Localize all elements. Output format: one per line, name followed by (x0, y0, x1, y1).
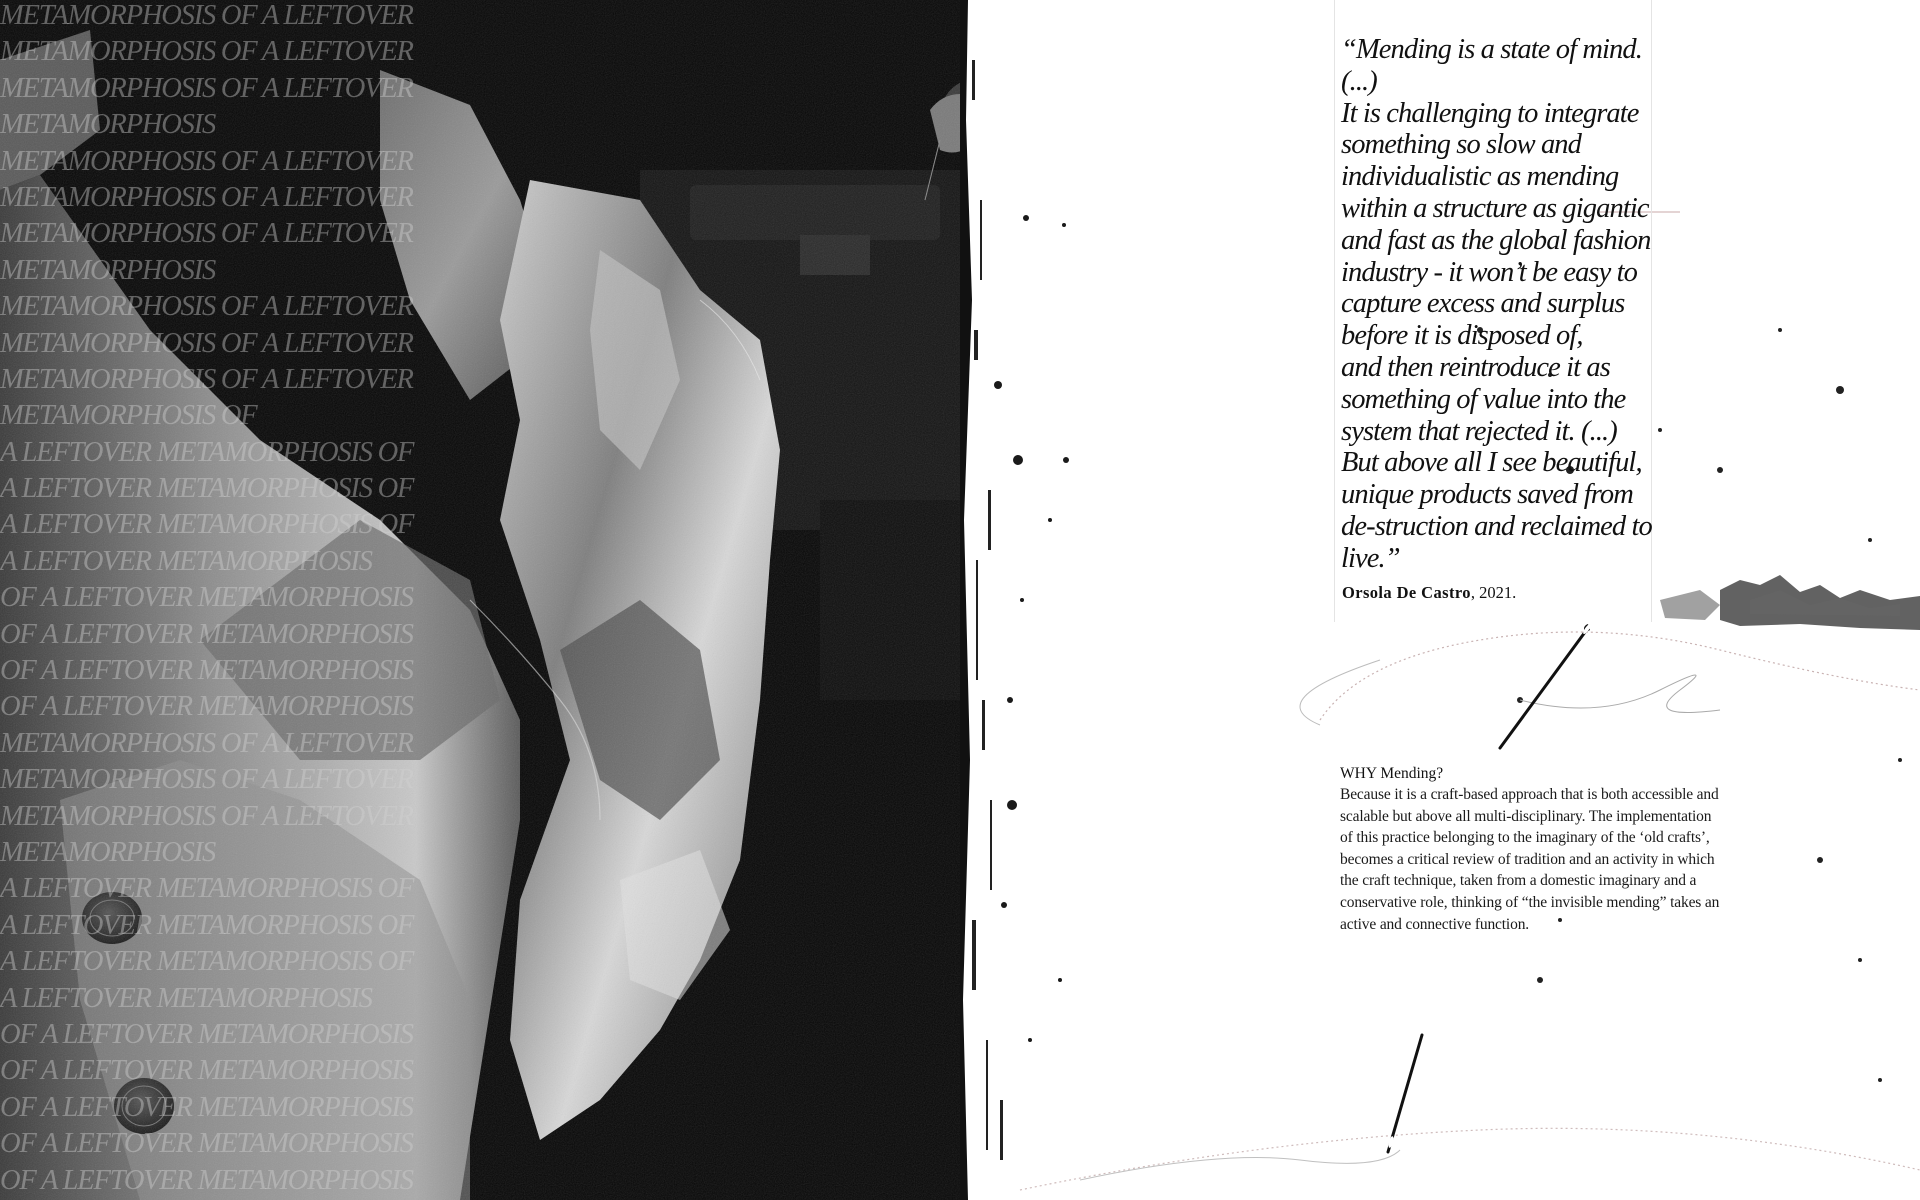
title-text-line: METAMORPHOSIS OF A LEFTOVER (0, 72, 413, 104)
body-text-line: Because it is a craft-based approach that is both accessible and (1340, 786, 1719, 803)
body-text-line: active and connective function. (1340, 915, 1530, 933)
title-text-line: METAMORPHOSIS OF A LEFTOVER (0, 764, 413, 796)
quote-line: live.” (1341, 542, 1400, 574)
quote-line: But above all I see beautiful, (1341, 447, 1642, 479)
quote-line: and fast as the global fashion (1341, 224, 1651, 256)
title-text-line: METAMORPHOSIS OF A LEFTOVER (0, 327, 413, 359)
title-text-line: METAMORPHOSIS OF (0, 400, 257, 432)
title-text-line: A LEFTOVER METAMORPHOSIS OF (0, 473, 414, 505)
quote-line: and then reintroduce it as (1341, 351, 1610, 383)
title-text-line: METAMORPHOSIS OF A LEFTOVER (0, 181, 413, 213)
quote-line: capture excess and surplus (1341, 288, 1625, 320)
title-text-line: METAMORPHOSIS OF A LEFTOVER (0, 800, 413, 832)
body-text-line: scalable but above all multi-disciplinary. The implementation (1340, 807, 1712, 825)
quote-line: system that rejected it. (...) (1341, 415, 1617, 447)
quote-line: (...) (1341, 65, 1377, 97)
title-text-line: METAMORPHOSIS OF A LEFTOVER (0, 291, 413, 323)
title-text-line: METAMORPHOSIS OF A LEFTOVER (0, 218, 413, 250)
repeating-title-text (0, 0, 480, 1199)
title-text-line: OF A LEFTOVER METAMORPHOSIS (0, 1164, 413, 1196)
body-text-line: becomes a critical review of tradition and an activity in which (1340, 850, 1715, 868)
title-text-line: METAMORPHOSIS (0, 836, 215, 868)
section-body (1340, 784, 1780, 935)
body-text-line: the craft technique, taken from a domestic imaginary and a (1340, 872, 1697, 890)
title-text-line: OF A LEFTOVER METAMORPHOSIS (0, 655, 413, 687)
quote-attribution (1342, 583, 1516, 603)
title-text-line: A LEFTOVER METAMORPHOSIS (0, 545, 372, 577)
quote-year: , 2021. (1470, 583, 1517, 602)
right-page (960, 0, 1920, 1200)
quote-line: “Mending is a state of mind. (1341, 34, 1642, 65)
title-text-line: A LEFTOVER METAMORPHOSIS (0, 982, 372, 1014)
quote-line: individualistic as mending (1341, 161, 1619, 193)
title-text-line: METAMORPHOSIS OF A LEFTOVER (0, 145, 413, 177)
title-text-line: OF A LEFTOVER METAMORPHOSIS (0, 582, 413, 614)
title-text-line: A LEFTOVER METAMORPHOSIS OF (0, 873, 414, 905)
quote-line: industry - it won’t be easy to (1341, 256, 1637, 288)
title-text-line: METAMORPHOSIS (0, 254, 215, 286)
quote-line: It is challenging to integrate (1341, 97, 1639, 129)
title-text-line: A LEFTOVER METAMORPHOSIS OF (0, 509, 414, 541)
quote-author: Orsola De Castro (1342, 583, 1471, 602)
title-text-line: METAMORPHOSIS OF A LEFTOVER (0, 727, 413, 759)
pull-quote (1341, 34, 1681, 575)
title-text-line: A LEFTOVER METAMORPHOSIS OF (0, 909, 414, 941)
title-text-line: OF A LEFTOVER METAMORPHOSIS (0, 1091, 413, 1123)
title-text-line: METAMORPHOSIS (0, 109, 215, 141)
title-text-line: OF A LEFTOVER METAMORPHOSIS (0, 618, 413, 650)
quote-line: something of value into the (1341, 383, 1626, 415)
body-text-line: of this practice belonging to the imaginary of the ‘old crafts’, (1340, 829, 1710, 847)
quote-line: something so slow and (1341, 129, 1581, 161)
title-text-line: METAMORPHOSIS OF A LEFTOVER (0, 363, 413, 395)
title-text-line: OF A LEFTOVER METAMORPHOSIS (0, 691, 413, 723)
quote-line: unique products saved from (1341, 479, 1633, 511)
title-text-line: OF A LEFTOVER METAMORPHOSIS (0, 1055, 413, 1087)
title-text-line: A LEFTOVER METAMORPHOSIS OF (0, 946, 414, 978)
quote-line: before it is disposed of, (1341, 320, 1583, 352)
title-text-line: OF A LEFTOVER METAMORPHOSIS (0, 1128, 413, 1160)
title-text-line: OF A LEFTOVER METAMORPHOSIS (0, 1018, 413, 1050)
title-text-line: METAMORPHOSIS OF A LEFTOVER (0, 0, 413, 31)
title-text-line: METAMORPHOSIS OF A LEFTOVER (0, 36, 413, 68)
quote-line: within a structure as gigantic (1341, 192, 1649, 224)
quote-line: de-struction and reclaimed to (1341, 510, 1652, 542)
section-heading: WHY Mending? (1340, 765, 1444, 782)
why-mending-section (1340, 763, 1780, 935)
body-text-line: conservative role, thinking of “the invisible mending” takes an (1340, 893, 1720, 911)
title-text-line: A LEFTOVER METAMORPHOSIS OF (0, 436, 414, 468)
